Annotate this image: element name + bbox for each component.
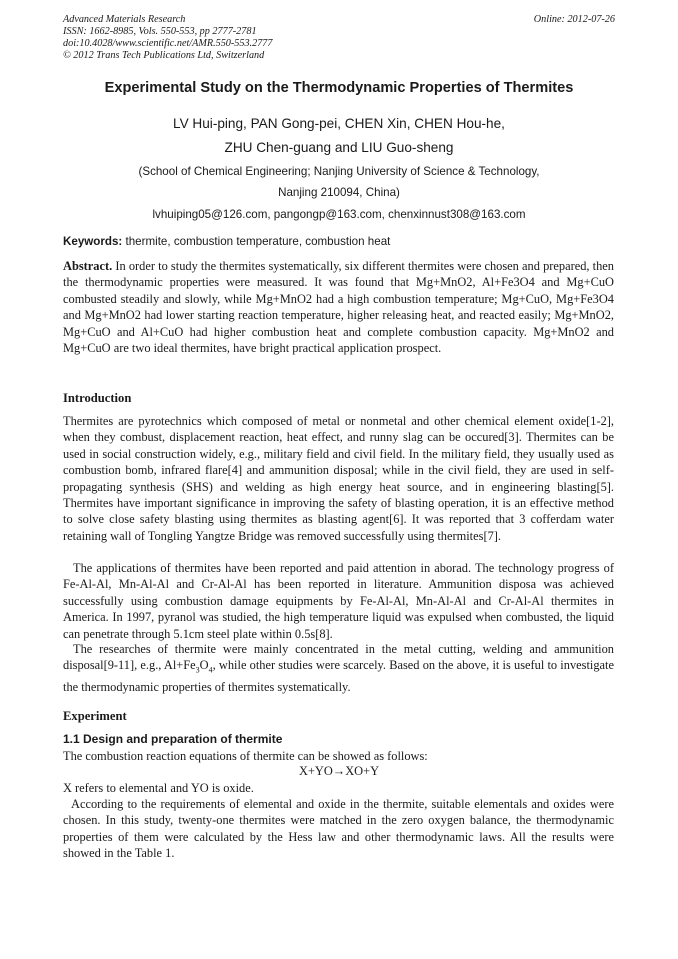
affiliation-line-2: Nanjing 210094, China) [278,186,400,199]
journal-name: Advanced Materials Research [63,14,186,25]
introduction-paragraph-3 [63,641,614,696]
keywords-label: Keywords: [63,235,123,248]
page-header [63,14,615,62]
experiment-heading: Experiment [63,709,127,723]
keywords [63,235,390,248]
experiment-paragraph-2: X refers to elemental and YO is oxide. [63,781,254,795]
paper-title: Experimental Study on the Thermodynamic Properties of Thermites [104,80,574,96]
experiment-paragraph-3: According to the requirements of elemental and oxide in the thermite, suitable elementals and oxides were chosen. In this study, twenty-one thermites were matched in the zero oxygen balance, the thermodynamic properties of them were calculated by the Hess law and other thermodynamic laws. All the results were showed in the Table 1. [63,797,614,861]
affiliation-line-1: (School of Chemical Engineering; Nanjing University of Science & Technology, [138,165,540,178]
keywords-text: thermite, combustion temperature, combustion heat [122,235,391,248]
publication-info [63,14,615,62]
introduction-paragraph-2: The applications of thermites have been reported and paid attention in aborad. The technology progress of Fe-Al-Al, Mn-Al-Al and Cr-Al-Al has been reported in literature. Ammunition disposa was achieved successfully using combustion damage equipments by Fe-Al-Al, Mn-Al-Al and Cr-Al-Al thermites in America. In 1997, pyranol was studied, the high temperature liquid was expulsed when combusted, the liquid can penetrate through 5.1cm steel plate within 0.5s[8]. [63,561,614,641]
authors-line-2: ZHU Chen-guang and LIU Guo-sheng [224,140,454,155]
introduction-heading: Introduction [63,391,132,405]
authors-line-1: LV Hui-ping, PAN Gong-pei, CHEN Xin, CHEN Hou-he, [173,116,505,131]
abstract-label: Abstract. [63,259,113,273]
p3-subscript-3: 3 [195,665,200,675]
abstract [63,258,614,356]
experiment-paragraph-1: The combustion reaction equations of thermite can be showed as follows: [63,749,428,763]
online-date: Online: 2012-07-26 [533,14,615,25]
p3-text-a: The researches of thermite were mainly concentrated in the metal cutting, welding and ammunition disposal[9-11], e.g., Al+Fe [63,642,614,673]
doi-line: doi:10.4028/www.scientific.net/AMR.550-553.2777 [63,38,273,49]
author-emails: lvhuiping05@126.com, pangongp@163.com, chenxinnust308@163.com [152,208,526,221]
copyright-line: © 2012 Trans Tech Publications Ltd, Switzerland [63,50,265,61]
p3-text-b: , while other studies were scarcely. Based on the above, it is useful to investigate the thermodynamic properties of thermites systematically. [63,658,614,695]
issn-line: ISSN: 1662-8985, Vols. 550-553, pp 2777-2781 [63,26,257,37]
introduction-paragraph-1: Thermites are pyrotechnics which composed of metal or nonmetal and other chemical element oxide[1-2], when they combust, displacement reaction, heat effect, and runny slag can be occured[3]. Thermites can be used in social construction widely, e.g., military field and civil field. In the military field, they usually used as combustion bomb, infrared flare[4] and ammunition disposal; while in the civil field, they are used in self-propagating synthesis (SHS) and welding as high energy heat source, and in engineering blasting[5]. Thermites have important significance in improving the safety of blasting operation, it is an effective method to solve close safety blasting using thermites as blasting agent[6]. It was reported that 3 cofferdam water retaining wall of Tongling Yangtze Bridge was removed successfully using thermites[7]. [63,414,614,543]
section-1-1-heading: 1.1 Design and preparation of thermite [63,732,283,746]
reaction-equation: X+YO→XO+Y [298,764,380,778]
p3-subscript-4: 4 [208,665,213,675]
abstract-text: In order to study the thermites systematically, six different thermites were chosen and prepared, then the thermodynamic properties were measured. It was found that Mg+MnO2, Al+Fe3O4 and Mg+CuO combusted steadily and slowly, while Mg+MnO2 had a high combustion temperature; Mg+CuO, Mg+Fe3O4 and Mg+MnO2 had lower starting reaction temperature, higher releasing heat, and reacted easily; Mg+MnO2, Mg+CuO and Al+CuO had higher combustion heat and complete combustion capacity. Mg+MnO2 and Mg+CuO are two ideal thermites, have bright practical application prospect. [63,259,614,356]
p3-text-o: O [199,658,209,673]
